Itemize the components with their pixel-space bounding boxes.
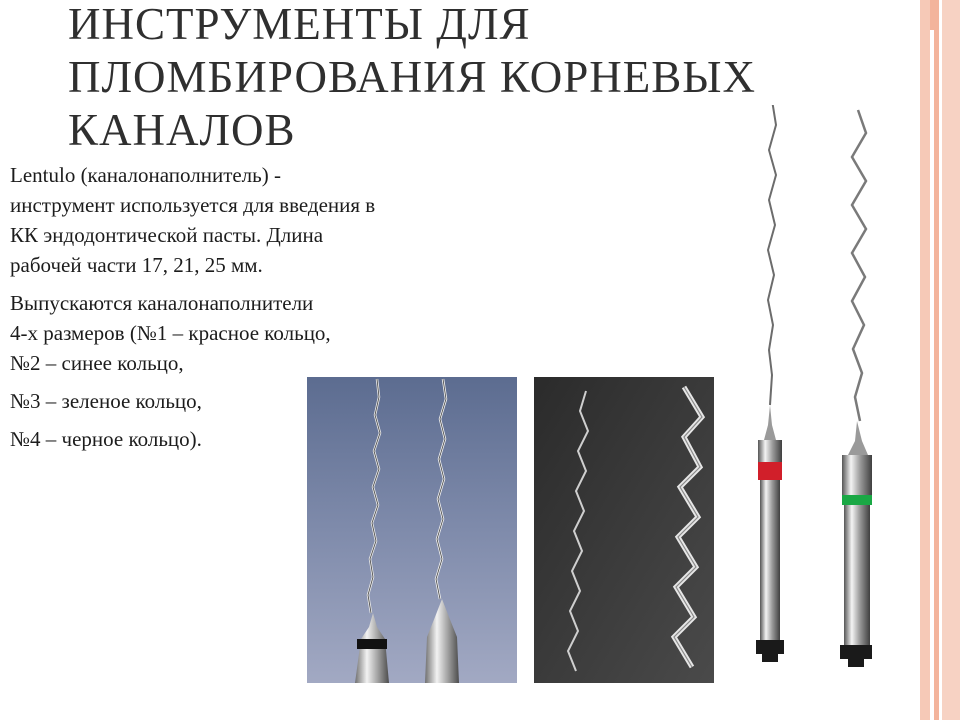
text-line: рабочей части 17, 21, 25 мм. xyxy=(10,253,263,277)
border-stripe xyxy=(942,0,960,720)
border-stripe xyxy=(934,0,939,720)
size-item-3: №3 – зеленое кольцо, xyxy=(10,389,202,413)
paragraph-sizes xyxy=(10,288,550,378)
slide-title xyxy=(68,0,788,157)
text-line: №2 – синее кольцо, xyxy=(10,351,184,375)
text-line: КК эндодонтической пасты. Длина xyxy=(10,223,324,247)
text-line: инструмент используется для введения в xyxy=(10,193,376,217)
text-line: Lentulo (каналонаполнитель) - xyxy=(10,163,281,187)
title-line: ИНСТРУМЕНТЫ ДЛЯ xyxy=(68,0,531,49)
decorative-border xyxy=(920,0,960,720)
spiral-closeup-photo xyxy=(534,377,714,683)
title-line: КАНАЛОВ xyxy=(68,105,296,155)
text-line: 4-х размеров (№1 – красное кольцо, xyxy=(10,321,331,345)
lentulo-instruments-photo xyxy=(740,105,900,680)
paragraph-definition xyxy=(10,160,550,280)
size-item-4: №4 – черное кольцо). xyxy=(10,427,202,451)
border-stripe xyxy=(920,0,930,720)
text-line: Выпускаются каналонаполнители xyxy=(10,291,314,315)
title-line: ПЛОМБИРОВАНИЯ КОРНЕВЫХ xyxy=(68,52,757,102)
lentulo-tips-photo xyxy=(307,377,517,683)
